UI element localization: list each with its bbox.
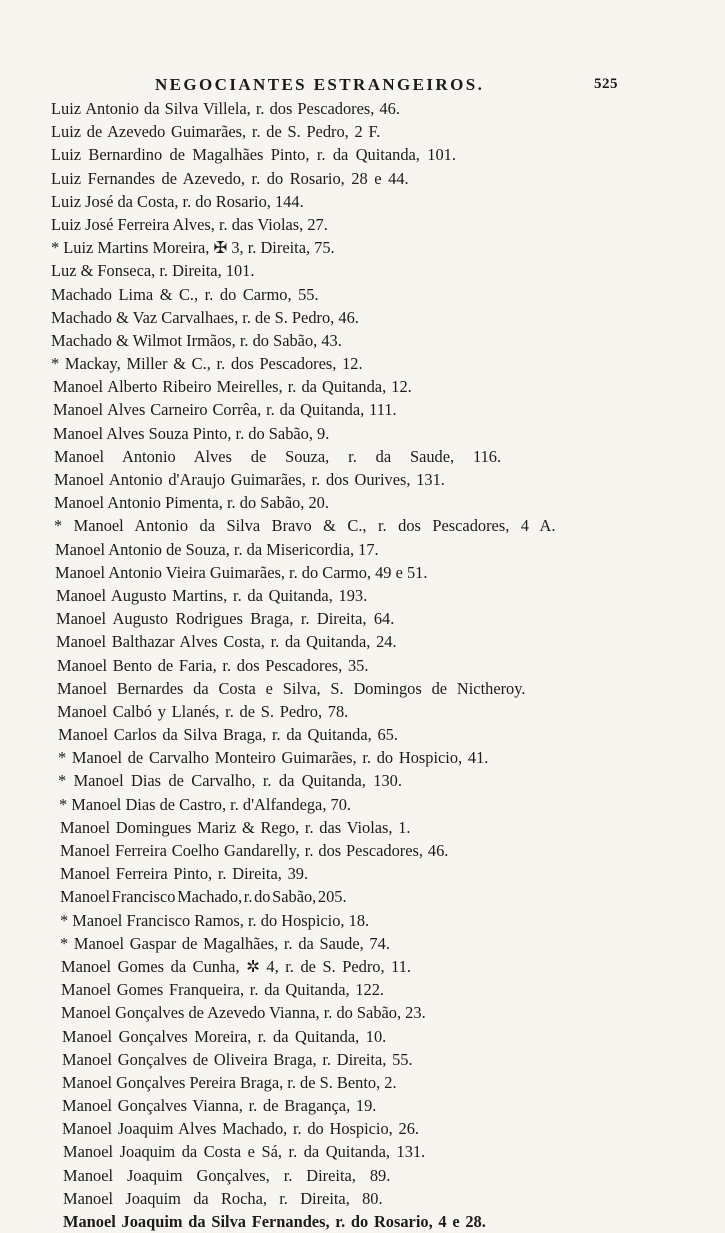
directory-entry: Manoel Joaquim da Rocha, r. Direita, 80. [63, 1188, 383, 1208]
directory-entry: Manoel Gonçalves de Oliveira Braga, r. Direita, 55. [62, 1049, 413, 1069]
directory-entry: Manoel Joaquim Gonçalves, r. Direita, 89. [63, 1165, 391, 1185]
directory-entry: Manoel Ferreira Coelho Gandarelly, r. dos Pescadores, 46. [60, 841, 449, 860]
directory-entry: Manoel Joaquim Alves Machado, r. do Hospicio, 26. [62, 1119, 420, 1139]
directory-entry: Manoel Antonio Vieira Guimarães, r. do Carmo, 49 e 51. [55, 562, 428, 582]
directory-entry: Luiz Antonio da Silva Villela, r. dos Pescadores, 46. [51, 99, 400, 118]
directory-entry: Manoel Alves Carneiro Corrêa, r. da Quitanda, 111. [53, 400, 397, 420]
directory-entry: Luiz Fernandes de Azevedo, r. do Rosario, 28 e 44. [51, 168, 409, 188]
directory-entry: Manoel Joaquim da Costa e Sá, r. da Quitanda, 131. [63, 1142, 426, 1162]
directory-entry: Manoel Gomes da Cunha, ✲ 4, r. de S. Pedro, 11. [61, 956, 412, 976]
directory-entry: Machado & Vaz Carvalhaes, r. de S. Pedro, 46. [51, 307, 359, 327]
directory-entry: Manoel Francisco Machado, r. do Sabão, 205. [60, 887, 347, 907]
directory-entry: * Luiz Martins Moreira, ✠ 3, r. Direita, 75. [51, 238, 335, 258]
directory-entry: Manoel Augusto Martins, r. da Quitanda, 193. [56, 585, 368, 605]
directory-entry: * Mackay, Miller & C., r. dos Pescadores, 12. [51, 354, 363, 374]
directory-entry: * Manoel Gaspar de Magalhães, r. da Saude, 74. [60, 933, 390, 953]
directory-entry: Luiz Bernardino de Magalhães Pinto, r. da Quitanda, 101. [51, 145, 456, 165]
directory-entry: Luiz José da Costa, r. do Rosario, 144. [51, 191, 304, 211]
directory-entry: Manoel Joaquim da Silva Fernandes, r. do Rosario, 4 e 28. [63, 1212, 486, 1231]
directory-entry: Machado Lima & C., r. do Carmo, 55. [51, 284, 319, 304]
directory-entry: Manoel Carlos da Silva Braga, r. da Quitanda, 65. [58, 725, 398, 745]
directory-entry: Manoel Bernardes da Costa e Silva, S. Domingos de Nictheroy. [57, 678, 526, 698]
directory-entry: Manoel Gonçalves de Azevedo Vianna, r. do Sabão, 23. [61, 1003, 426, 1023]
directory-entry: Manoel Alberto Ribeiro Meirelles, r. da Quitanda, 12. [53, 377, 412, 397]
page-header [0, 75, 725, 97]
directory-entry: Manoel Bento de Faria, r. dos Pescadores, 35. [57, 655, 369, 675]
directory-entry: * Manoel Antonio da Silva Bravo & C., r. dos Pescadores, 4 A. [54, 516, 556, 536]
directory-entry: * Manoel Dias de Castro, r. d'Alfandega, 70. [59, 794, 351, 814]
directory-entry: Manoel Calbó y Llanés, r. de S. Pedro, 78. [57, 701, 349, 721]
directory-entry: * Manoel de Carvalho Monteiro Guimarães, r. do Hospicio, 41. [58, 748, 489, 768]
directory-entry: Manoel Alves Souza Pinto, r. do Sabão, 9. [53, 423, 330, 443]
directory-entry: Manoel Antonio Pimenta, r. do Sabão, 20. [54, 493, 329, 513]
directory-entry: Manoel Antonio Alves de Souza, r. da Saude, 116. [54, 446, 502, 466]
directory-entry: Machado & Wilmot Irmãos, r. do Sabão, 43. [51, 330, 342, 350]
directory-entry: Manoel Augusto Rodrigues Braga, r. Direita, 64. [56, 609, 395, 629]
directory-entry: Luiz José Ferreira Alves, r. das Violas, 27. [51, 214, 328, 234]
directory-entry: Manoel Domingues Mariz & Rego, r. das Violas, 1. [60, 817, 411, 837]
running-title: NEGOCIANTES ESTRANGEIROS. [155, 75, 485, 94]
directory-entry: Manoel Balthazar Alves Costa, r. da Quitanda, 24. [56, 632, 397, 652]
directory-entry: Manoel Gonçalves Vianna, r. de Bragança, 19. [62, 1096, 377, 1116]
directory-entry: Manoel Gonçalves Moreira, r. da Quitanda, 10. [62, 1026, 387, 1046]
directory-entry: Luz & Fonseca, r. Direita, 101. [51, 261, 255, 281]
merchant-list [0, 97, 725, 1233]
directory-entry: Manoel Antonio d'Araujo Guimarães, r. dos Ourives, 131. [54, 470, 445, 489]
directory-entry: Luiz de Azevedo Guimarães, r. de S. Pedro, 2 F. [51, 122, 381, 142]
directory-entry: Manoel Antonio de Souza, r. da Misericordia, 17. [55, 539, 379, 559]
directory-entry: * Manoel Francisco Ramos, r. do Hospicio, 18. [60, 910, 370, 930]
directory-entry: Manoel Gomes Franqueira, r. da Quitanda, 122. [61, 980, 385, 1000]
directory-entry: Manoel Ferreira Pinto, r. Direita, 39. [60, 864, 309, 884]
directory-entry: * Manoel Dias de Carvalho, r. da Quitanda, 130. [58, 771, 402, 791]
page-number: 525 [594, 76, 618, 92]
directory-entry: Manoel Gonçalves Pereira Braga, r. de S. Bento, 2. [62, 1072, 397, 1092]
